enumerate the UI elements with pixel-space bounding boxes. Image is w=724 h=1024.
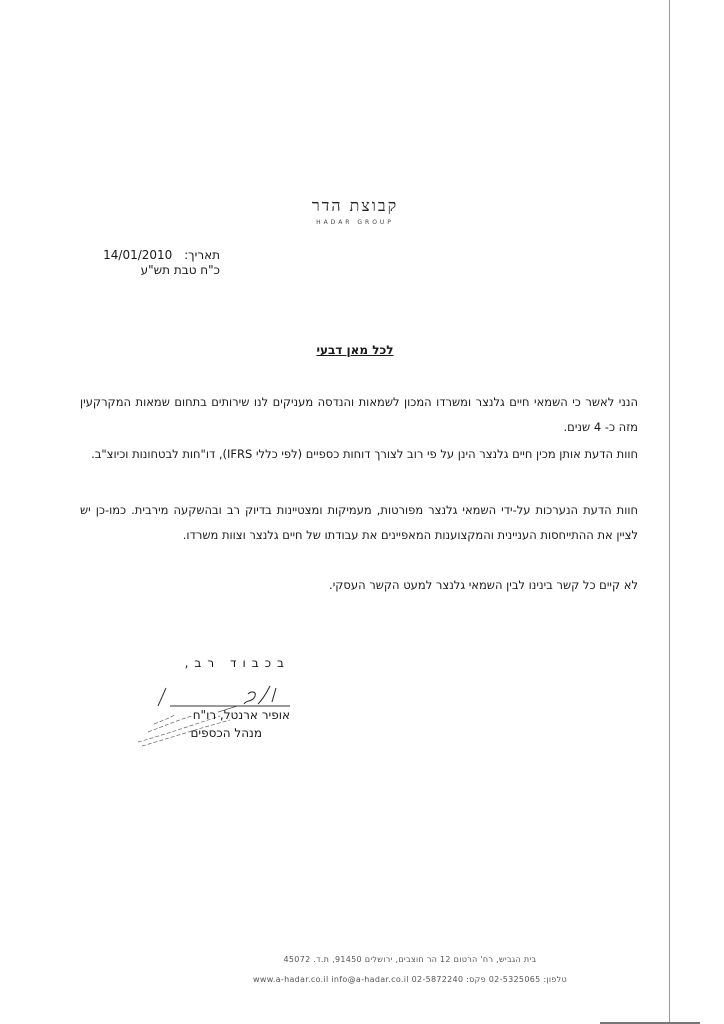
- paragraph-2: [80, 442, 638, 467]
- footer-contact: טלפון: 02-5325065 פקס: 02-5872240 www.a-hadar.co.il info@a-hadar.co.il: [253, 975, 567, 984]
- date-label: תאריך:: [184, 248, 220, 262]
- paragraph-4: [80, 573, 638, 598]
- date-line: [80, 248, 220, 262]
- paragraph-text: הנני לאשר כי השמאי חיים גלנצר ומשרדו המכון לשמאות והנדסה מעניקים לנו שירותים בתחום שמאות המקרקעין מזה כ- 4 שנים.: [80, 395, 638, 434]
- paragraph-text: לא קיים כל קשר בינינו לבין השמאי גלנצר למעט הקשר העסקי.: [329, 578, 638, 592]
- paragraph-3: [80, 498, 638, 548]
- signer-name: אופיר ארנטל, רו"ח: [192, 708, 290, 722]
- company-logo: [290, 196, 420, 226]
- scan-edge-line: [669, 0, 670, 1024]
- paragraph-text: חוות הדעת הנערכות על-ידי השמאי גלנצר מפורטות, מעמיקות ומצטיינות בדיוק רב ובהשקעה מירבית. כמו-כן יש לציין את ההתייחסות העניינית והמקצוענות המאפיינים את עבודתו של חיים גלנצר וצוות משרדו.: [80, 503, 638, 542]
- logo-hebrew: קבוצת הדר: [311, 196, 399, 215]
- footer-address: בית הגביש, רח' הרטום 12 הר חוצבים, ירושלים 91450, ת.ד. 45072: [283, 955, 537, 964]
- paragraph-1: [80, 390, 638, 440]
- signer-title: מנהל הכספים: [190, 726, 262, 740]
- paragraph-text: חוות הדעת אותן מכין חיים גלנצר הינן על פי רוב לצורך דוחות כספיים (לפי כללי IFRS), דו"חות לבטחונות וכיוצ"ב.: [91, 447, 638, 461]
- date-hebrew: כ"ח טבת תש"ע: [140, 263, 220, 277]
- letter-heading: לכל מאן דבעי: [316, 343, 394, 357]
- logo-english: HADAR GROUP: [316, 219, 394, 226]
- closing-line: בכבוד רב,: [184, 656, 290, 670]
- date-gregorian: 14/01/2010: [103, 248, 173, 262]
